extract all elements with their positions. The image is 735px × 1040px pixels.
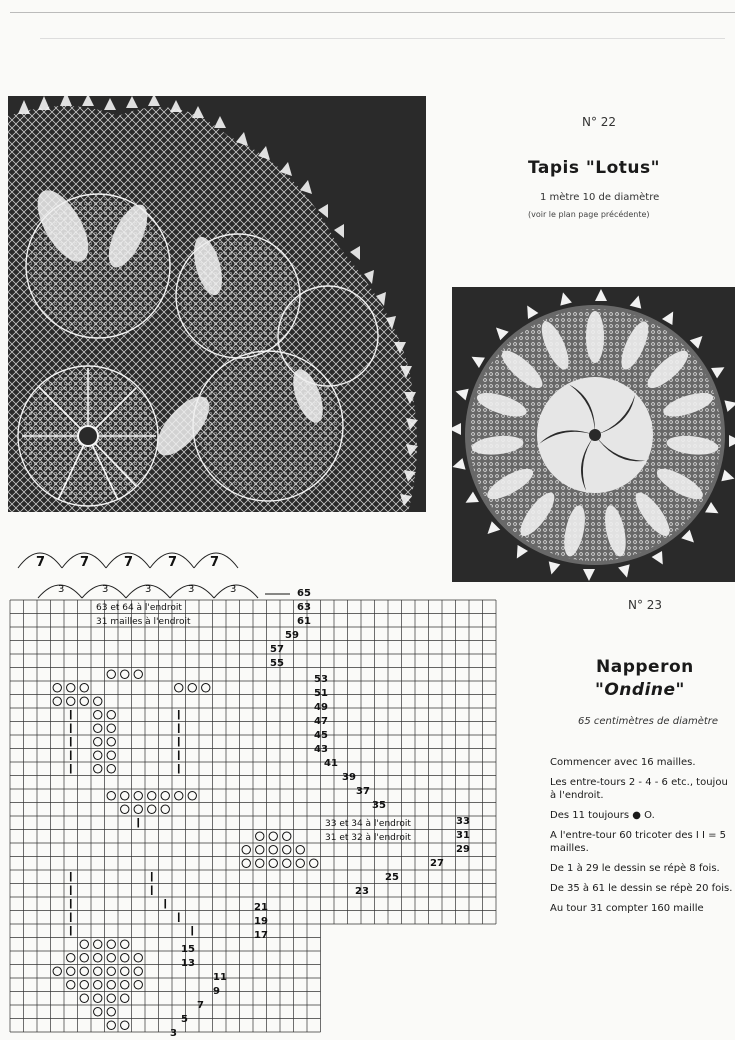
row-note: 31 mailles à l'endroit [96,617,191,627]
yarn-over-symbol [188,792,196,800]
yarn-over-symbol [107,724,115,732]
row-labels [170,588,470,1039]
instruction-line: Les entre-tours 2 - 4 - 6 etc., toujou à l'endroit. [550,777,728,801]
yarn-over-symbol [67,981,75,989]
yarn-over-symbol [256,859,264,867]
yarn-over-symbol [107,738,115,746]
row-note: 31 et 32 à l'endroit [325,833,411,843]
row-number-label: 37 [356,786,370,797]
repeat-count: 7 [210,555,220,570]
top-rule [10,12,735,13]
knitting-chart [0,540,505,1040]
yarn-over-symbol [121,792,129,800]
row-number-label: 15 [181,944,195,955]
yarn-over-symbol [94,765,102,773]
row-number-label: 33 [456,816,470,827]
row-number-label: 31 [456,830,470,841]
pattern-22-note: (voir le plan page précédente) [528,210,650,219]
yarn-over-symbol [107,765,115,773]
yarn-over-symbol [67,697,75,705]
yarn-over-symbol [310,859,318,867]
yarn-over-symbol [283,832,291,840]
yarn-over-symbol [94,940,102,948]
yarn-over-symbol [94,967,102,975]
yarn-over-symbol [134,981,142,989]
row-number-label: 39 [342,772,356,783]
arch-count: 3 [102,584,109,595]
yarn-over-symbol [202,684,210,692]
yarn-over-symbol [67,967,75,975]
yarn-over-symbol [175,684,183,692]
row-note: 63 et 64 à l'endroit [96,603,182,613]
yarn-over-symbol [67,684,75,692]
lotus-tablecloth-photo [8,96,426,512]
row-number-label: 49 [314,702,328,713]
pattern-23-number: N° 23 [628,598,663,612]
row-number-label: 51 [314,688,328,699]
yarn-over-symbol [134,805,142,813]
yarn-over-symbol [107,994,115,1002]
row-number-label: 19 [254,916,268,927]
yarn-over-symbol [283,859,291,867]
instruction-line: De 1 à 29 le dessin se répè 8 fois. [550,863,720,874]
row-number-label: 23 [355,886,369,897]
yarn-over-symbol [53,684,61,692]
repeat-count: 7 [124,555,134,570]
row-number-label: 59 [285,630,299,641]
row-number-label: 65 [297,588,311,599]
yarn-over-symbol [134,670,142,678]
instruction-line: A l'entre-tour 60 tricoter des I I = 5 mailles. [550,830,727,854]
row-number-label: 61 [297,616,311,627]
yarn-over-symbol [134,954,142,962]
yarn-over-symbol [269,846,277,854]
yarn-over-symbol [107,751,115,759]
yarn-over-symbol [107,967,115,975]
yarn-over-symbol [107,670,115,678]
yarn-over-symbol [53,697,61,705]
row-number-label: 13 [181,958,195,969]
repeat-count: 7 [80,555,90,570]
row-number-label: 55 [270,658,284,669]
yarn-over-symbol [107,940,115,948]
row-number-label: 57 [270,644,284,655]
yarn-over-symbol [107,1008,115,1016]
yarn-over-symbol [80,967,88,975]
yarn-over-symbol [107,981,115,989]
yarn-over-symbol [283,846,291,854]
yarn-over-symbol [148,792,156,800]
pattern-23-diameter: 65 centimètres de diamètre [578,716,719,727]
repeat-arches [18,553,258,598]
arch-count: 3 [145,584,152,595]
yarn-over-symbol [121,954,129,962]
row-note: 33 et 34 à l'endroit [325,819,411,829]
pattern-23-instructions [550,756,735,922]
yarn-over-symbol [296,846,304,854]
yarn-over-symbol [161,805,169,813]
yarn-over-symbol [53,967,61,975]
instruction-line: Des 11 toujours ● O. [550,810,655,821]
yarn-over-symbol [121,670,129,678]
instruction-line: De 35 à 61 le dessin se répè 20 fois. [550,883,733,894]
yarn-over-symbol [269,832,277,840]
row-number-label: 41 [324,758,338,769]
row-number-label: 29 [456,844,470,855]
yarn-over-symbol [107,792,115,800]
yarn-over-symbol [107,1021,115,1029]
yarn-over-symbol [107,954,115,962]
arch-count: 3 [230,584,237,595]
row-number-label: 27 [430,858,444,869]
yarn-over-symbol [107,711,115,719]
row-number-label: 35 [372,800,386,811]
row-number-label: 45 [314,730,328,741]
row-number-label: 25 [385,872,399,883]
row-number-label: 17 [254,930,268,941]
row-number-label: 43 [314,744,328,755]
pattern-22-number: N° 22 [582,115,617,129]
instruction-line: Au tour 31 compter 160 maille [550,903,704,914]
yarn-over-symbol [80,697,88,705]
yarn-over-symbol [80,954,88,962]
yarn-over-symbol [121,981,129,989]
yarn-over-symbol [94,751,102,759]
yarn-over-symbol [175,792,183,800]
yarn-over-symbol [121,940,129,948]
yarn-over-symbol [94,724,102,732]
yarn-over-symbol [80,940,88,948]
yarn-over-symbol [256,832,264,840]
yarn-over-symbol [94,954,102,962]
yarn-over-symbol [80,684,88,692]
yarn-over-symbol [121,967,129,975]
arch-count: 3 [188,584,195,595]
repeat-count: 7 [36,555,46,570]
yarn-over-symbol [94,1008,102,1016]
yarn-over-symbol [161,792,169,800]
pattern-23-title-line2: "Ondine" [595,680,685,700]
ondine-doily-photo [452,287,735,582]
yarn-over-symbol [94,738,102,746]
yarn-over-symbol [242,859,250,867]
pattern-23-title-line1: Napperon [596,657,694,677]
row-number-label: 63 [297,602,311,613]
row-number-label: 47 [314,716,328,727]
yarn-over-symbol [80,981,88,989]
yarn-over-symbol [148,805,156,813]
row-number-label: 9 [213,986,220,997]
yarn-over-symbol [94,981,102,989]
instruction-line: Commencer avec 16 mailles. [550,757,696,768]
repeat-count: 7 [168,555,178,570]
row-number-label: 11 [213,972,227,983]
yarn-over-symbol [188,684,196,692]
yarn-over-symbol [94,711,102,719]
yarn-over-symbol [242,846,250,854]
pattern-22-title: Tapis "Lotus" [528,158,660,178]
yarn-over-symbol [256,846,264,854]
yarn-over-symbol [134,792,142,800]
yarn-over-symbol [269,859,277,867]
yarn-over-symbol [94,994,102,1002]
yarn-over-symbol [121,1021,129,1029]
yarn-over-symbol [67,954,75,962]
row-number-label: 21 [254,902,268,913]
yarn-over-symbol [121,805,129,813]
top-rule-secondary [40,38,725,39]
yarn-over-symbol [134,967,142,975]
pattern-22-diameter: 1 mètre 10 de diamètre [540,192,660,203]
arch-count: 3 [58,584,65,595]
yarn-over-symbol [296,859,304,867]
ondine-lace-illustration [452,287,735,582]
yarn-over-symbol [94,697,102,705]
yarn-over-symbol [121,994,129,1002]
yarn-over-symbol [80,994,88,1002]
row-number-label: 5 [181,1014,188,1025]
row-number-label: 3 [170,1028,177,1039]
row-number-label: 53 [314,674,328,685]
lotus-lace-illustration [8,96,426,512]
row-number-label: 7 [197,1000,204,1011]
